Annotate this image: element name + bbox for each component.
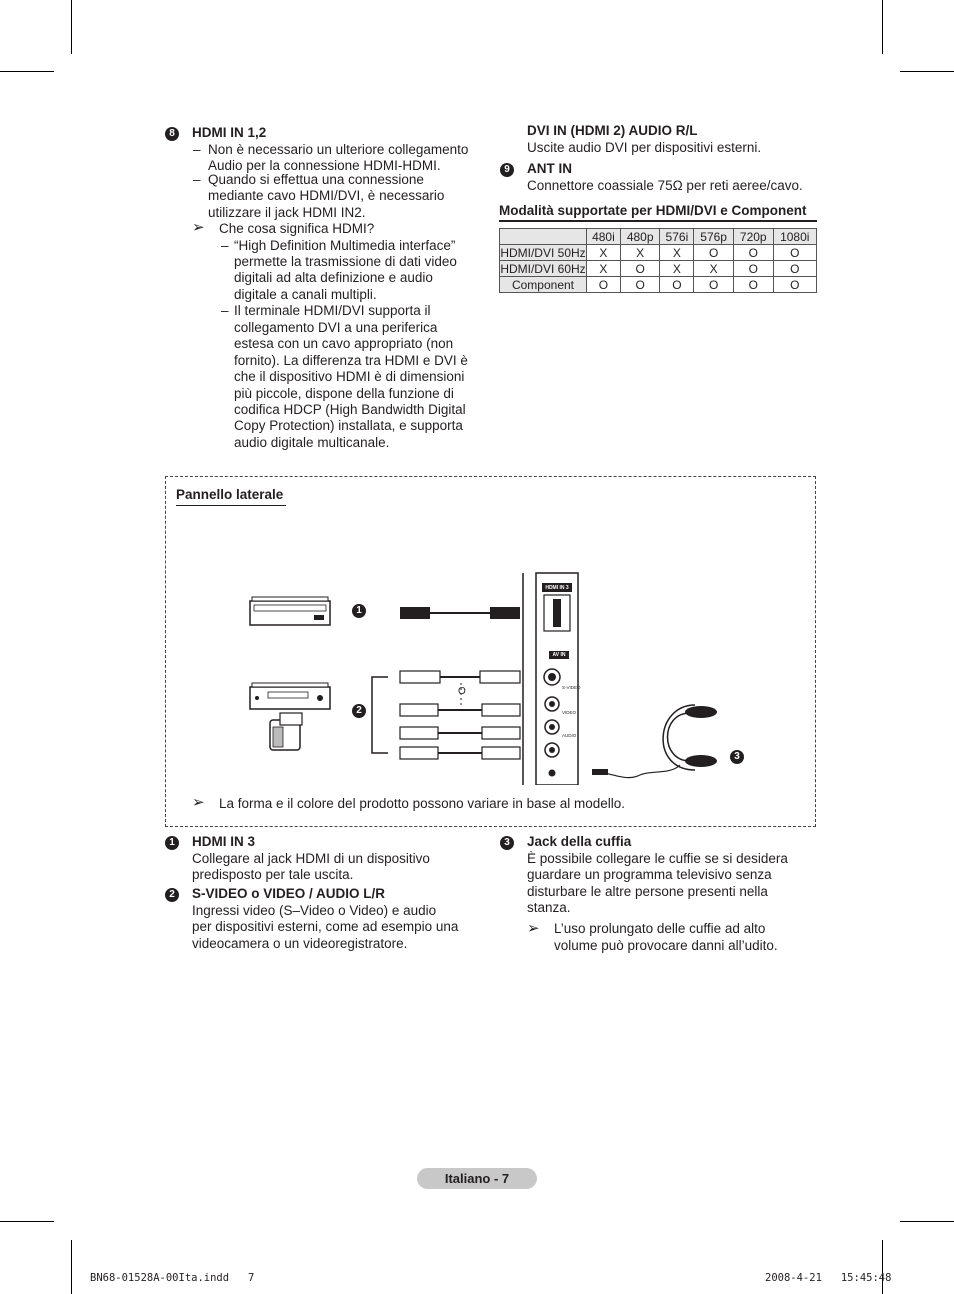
row-header: HDMI/DVI 60Hz <box>500 261 586 276</box>
text-line: predisposto per tale uscita. <box>192 867 354 882</box>
heading-ant-in: ANT IN <box>527 161 572 176</box>
table-cell: O <box>773 277 816 293</box>
page-number-badge: Italiano - 7 <box>417 1168 537 1189</box>
column-header: 480p <box>620 229 660 245</box>
marker-3: 3 <box>500 836 514 850</box>
rca-cable-icon <box>400 747 520 759</box>
ant-in-text: Connettore coassiale 75Ω per reti aeree/cavo. <box>527 178 803 193</box>
side-panel-title: Pannello laterale <box>176 487 284 502</box>
text-line: Collegare al jack HDMI di un dispositivo <box>192 851 430 866</box>
table-cell: O <box>694 277 734 293</box>
dash: – <box>193 142 201 157</box>
marker-1: 1 <box>165 836 179 850</box>
text-line: stanza. <box>527 900 571 915</box>
callout-1: 1 <box>352 604 366 618</box>
text-line: disturbare le altre persone presenti nella <box>527 884 768 899</box>
text-line: più piccole, dispone della funzione di <box>234 386 454 401</box>
text-line: L’uso prolungato delle cuffie ad alto <box>554 921 766 936</box>
marker-8: 8 <box>165 127 179 141</box>
callout-3: 3 <box>730 750 744 764</box>
text-line: mediante cavo HDMI/DVI, è necessario <box>208 188 445 203</box>
note-title: Che cosa significa HDMI? <box>219 221 375 236</box>
connection-diagram <box>240 565 760 785</box>
text-line: volume può provocare danni all’udito. <box>554 938 778 953</box>
dash: – <box>221 303 229 318</box>
rca-cable-icon <box>400 704 520 716</box>
table-cell: O <box>773 245 816 261</box>
text-line: digitali ad alta definizione e audio <box>234 270 433 285</box>
table-cell: O <box>660 277 694 293</box>
crop-mark <box>71 0 72 54</box>
heading-hdmi-in-3: HDMI IN 3 <box>192 834 256 849</box>
text-line: Il terminale HDMI/DVI supporta il <box>234 303 431 318</box>
table-cell: X <box>587 261 621 277</box>
table-cell: O <box>620 261 660 277</box>
table-cell: O <box>587 277 621 293</box>
hdmi-cable-icon <box>400 607 520 619</box>
port-label-audio: AUDIO <box>562 733 577 738</box>
svideo-cable-icon <box>400 671 520 683</box>
heading-svideo: S-VIDEO o VIDEO / AUDIO L/R <box>192 886 386 901</box>
text-line: videocamera o un videoregistratore. <box>192 936 408 951</box>
crop-mark <box>71 1240 72 1294</box>
note-arrow-icon: ➢ <box>192 219 205 236</box>
port-label-hdmi: HDMI IN 3 <box>545 585 569 591</box>
text-line: audio digitale multicanale. <box>234 435 390 450</box>
column-header: 576i <box>660 229 694 245</box>
table-cell: X <box>660 245 694 261</box>
table-cell: O <box>620 277 660 293</box>
text-line: permette la trasmissione di dati video <box>234 254 457 269</box>
tv-side-panel-icon <box>523 573 578 785</box>
table-cell: X <box>587 245 621 261</box>
note-arrow-icon: ➢ <box>527 920 540 937</box>
table-cell: O <box>773 261 816 277</box>
table-cell: O <box>733 245 773 261</box>
text-line: Audio per la connessione HDMI-HDMI. <box>208 158 441 173</box>
text-line: Non è necessario un ulteriore collegamento <box>208 142 469 157</box>
heading-headphone-jack: Jack della cuffia <box>527 834 632 849</box>
text-line: Copy Protection) installata, e supporta <box>234 418 463 433</box>
headphones-icon <box>592 705 717 778</box>
table-corner-cell <box>500 229 587 245</box>
table-cell: X <box>660 261 694 277</box>
text-line: guardare un programma televisivo senza <box>527 867 772 882</box>
modes-table <box>499 228 817 293</box>
text-line: codifica HDCP (High Bandwidth Digital <box>234 402 466 417</box>
modes-title: Modalità supportate per HDMI/DVI e Component <box>499 203 807 218</box>
port-label-video: VIDEO <box>562 710 577 715</box>
panel-note: La forma e il colore del prodotto possono variare in base al modello. <box>219 796 625 811</box>
rca-cable-icon <box>400 727 520 739</box>
crop-mark <box>900 1221 954 1222</box>
vcr-icon <box>250 683 330 709</box>
text-line: che il dispositivo HDMI è di dimensioni <box>234 369 465 384</box>
port-label-av: AV IN <box>552 652 566 658</box>
dash: – <box>221 238 229 253</box>
date-slug: 2008-4-21 15:45:48 <box>765 1272 892 1284</box>
text-line: per dispositivi esterni, come ad esempio una <box>192 919 459 934</box>
text-line: È possibile collegare le cuffie se si desidera <box>527 851 788 866</box>
text-line: fornito). La differenza tra HDMI e DVI è <box>234 353 468 368</box>
row-header: Component <box>500 277 587 293</box>
crop-mark <box>882 0 883 54</box>
text-line: digitale a canali multipli. <box>234 287 377 302</box>
camcorder-icon <box>270 713 302 750</box>
text-line: “High Definition Multimedia interface” <box>234 238 456 253</box>
dvi-text: Uscite audio DVI per dispositivi esterni. <box>527 140 762 155</box>
marker-2: 2 <box>165 888 179 902</box>
text-line: collegamento DVI a una periferica <box>234 320 438 335</box>
text-line: estesa con un cavo appropriato (non <box>234 336 454 351</box>
table-row <box>500 261 817 277</box>
crop-mark <box>0 1221 54 1222</box>
heading-hdmi-in-12: HDMI IN 1,2 <box>192 125 267 140</box>
crop-mark <box>882 1240 883 1294</box>
or-label: O <box>458 686 466 697</box>
table-row <box>500 245 817 261</box>
table-cell: O <box>733 261 773 277</box>
heading-dvi-in: DVI IN (HDMI 2) AUDIO R/L <box>527 123 698 138</box>
text-line: Ingressi video (S–Video o Video) e audio <box>192 903 437 918</box>
dvd-player-icon <box>250 597 330 625</box>
column-header: 1080i <box>773 229 816 245</box>
callout-2: 2 <box>352 704 366 718</box>
marker-9: 9 <box>500 163 514 177</box>
port-label-svideo: S-VIDEO <box>562 685 581 690</box>
text-line: Quando si effettua una connessione <box>208 172 424 187</box>
table-cell: O <box>733 277 773 293</box>
crop-mark <box>900 71 954 72</box>
text-line: utilizzare il jack HDMI IN2. <box>208 205 366 220</box>
modes-title-rule <box>499 220 817 222</box>
column-header: 576p <box>694 229 734 245</box>
column-header: 480i <box>587 229 621 245</box>
side-panel-title-rule <box>176 505 286 506</box>
table-header-row <box>500 229 817 245</box>
file-slug: BN68-01528A-00Ita.indd 7 <box>90 1272 255 1284</box>
dash: – <box>193 172 201 187</box>
table-cell: X <box>620 245 660 261</box>
note-arrow-icon: ➢ <box>192 794 205 811</box>
table-cell: O <box>694 245 734 261</box>
column-header: 720p <box>733 229 773 245</box>
table-row <box>500 277 817 293</box>
table-cell: X <box>694 261 734 277</box>
row-header: HDMI/DVI 50Hz <box>500 245 586 260</box>
crop-mark <box>0 71 54 72</box>
